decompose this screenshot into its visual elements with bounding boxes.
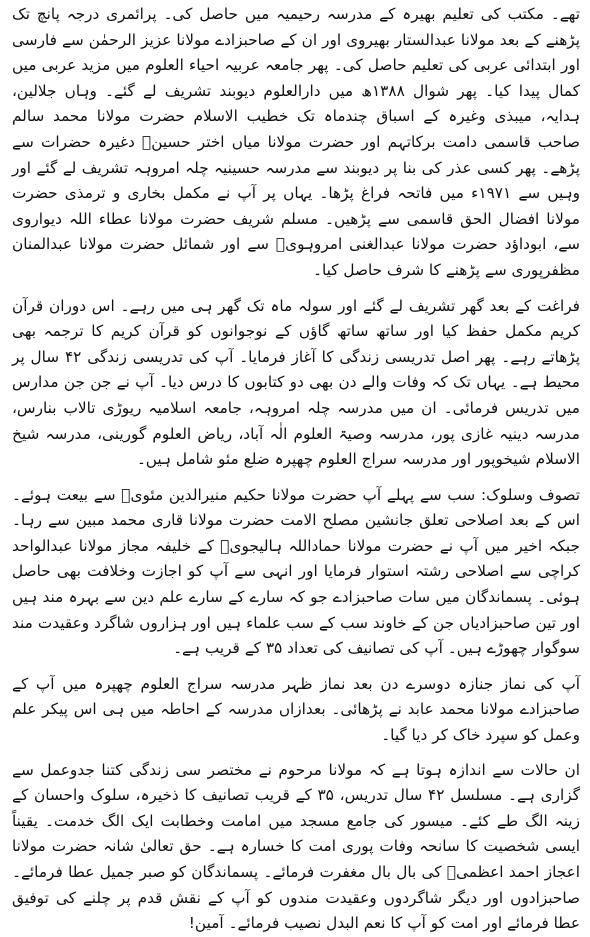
paragraph-funeral: آپ کی نماز جنازہ دوسرے دن بعد نماز ظہر مدرسہ سراج العلوم چھپرہ میں آپ کے صاحبزادے مولانا محمد عابد نے پڑھائی۔ بعدازاں مدرسہ کے احاطہ میں ہی اس پیکر علم وعمل کو سپرد خاک کر دیا گیا۔: [12, 674, 580, 745]
paragraph-conclusion: ان حالات سے اندازہ ہوتا ہے کہ مولانا مرحوم نے مختصر سی زندگی کتنا جدوعمل سے گزاری ہے۔ مسلسل ۴۲ سال تدریس، ۳۵ کے قریب تصانیف کا ذخیرہ، سلوک واحسان کے زینہ الگ طے کئے۔ میسور کی جامع مسجد میں امامت وخطابت ایک الگ خدمت۔ یقیناً ایسی شخصیت کا سانحہ وفات پوری امت کا خسارہ ہے۔ حق تعالیٰ شانہ حضرت مولانا اعجاز احمد اعظمیؒ کی بال بال مغفرت فرمائے۔ پسماندگان کو صبر جمیل عطا فرمائے۔ صاحبزادوں اور دیگر شاگردوں وعقیدت مندوں کو آپ کے نقش قدم پر چلنے کی توفیق عطا فرمائے اور امت کو آپ کا نعم البدل نصیب فرمائے۔ آمین!: [12, 760, 580, 933]
paragraph-education: تھے۔ مکتب کی تعلیم بھیرہ کے مدرسہ رحیمیہ میں حاصل کی۔ پرائمری درجہ پانچ تک پڑھنے کے بعد مولانا عبدالستار بھیروی اور ان کے صاحبزادے مولانا عزیز الرحمٰن سے فارسی اور ابتدائی عربی کی تعلیم حاصل کی۔ پھر جامعہ عربیہ احیاء العلوم میں مزید عربی میں کمال پیدا کیا۔ پھر شوال ۱۳۸۸ھ میں دارالعلوم دیوبند تشریف لے گئے۔ وہاں جلالین، ہدایہ، میبذی وغیرہ کے اسباق چندماہ تک خطیب الاسلام حضرت مولانا محمد سالم صاحب قاسمی دامت برکاتہم اور حضرت مولانا میاں اختر حسینؒ دغیرہ حضرات سے پڑھے۔ پھر کسی عذر کی بنا پر دیوبند سے مدرسہ حسینیہ چلہ امروہہ تشریف لے گئے اور وہیں سے ۱۹۷۱ء میں فاتحہ فراغ پڑھا۔ یہاں پر آپ نے مکمل بخاری و ترمذی حضرت مولانا افضال الحق قاسمی سے پڑھیں۔ مسلم شریف حضرت مولانا عطاء اللہ دیواروی سے، ابوداؤد حضرت مولانا عبدالغنی امروہویؒ سے اور شمائل حضرت مولانا عبدالمنان مظفرپوری سے پڑھنے کا شرف حاصل کیا۔: [12, 5, 581, 279]
paragraph-tasawwuf: تصوف وسلوک: سب سے پہلے آپ حضرت مولانا حکیم منیرالدین مئویؒ سے بیعت ہوئے۔ اس کے بعد اصلاحی تعلق جانشین مصلح الامت حضرت مولانا قاری محمد مبین سے رہا۔ جبکہ اخیر میں آپ نے حضرت مولانا حماداللہ ہالیجویؒ کے خلیفہ مجاز مولانا عبدالواحد کراچی سے اصلاحی رشتہ استوار فرمایا اور انہی سے آپ کو اجازت وخلافت بھی حاصل ہوئی۔ پسماندگان میں سات صاحبزادے جو کہ سارے کے سارے علم دین سے بہرہ مند ہیں اور تین صاحبزادیاں جن کے خاوند سب کے سب علماء ہیں اور ہزاروں شاگرد وعقیدت مند سوگوار چھوڑے ہیں۔ آپ کی تصانیف کی تعداد ۳۵ کے قریب ہے۔: [12, 485, 580, 658]
paragraph-teaching-career: فراغت کے بعد گھر تشریف لے گئے اور سولہ ماہ تک گھر ہی میں رہے۔ اس دوران قرآن کریم مکمل حفظ کیا اور ساتھ ساتھ گاؤں کے نوجوانوں کو قرآن کریم کا ترجمہ بھی پڑھاتے رہے۔ پھر اصل تدریسی زندگی کا آغاز فرمایا۔ آپ کی تدریسی زندگی ۴۲ سال پر محیط ہے۔ یہاں تک کہ وفات والے دن بھی دو کتابوں کا درس دیا۔ آپ نے جن جن مدارس میں تدریس فرمائی۔ ان میں مدرسہ چلہ امروہہ، جامعہ اسلامیہ ریوڑی تالاب بنارس، مدرسہ دینیہ غازی پور، مدرسہ وصیۃ العلوم الٰہ آباد، ریاض العلوم گورینی، مدرسہ شیخ الاسلام شیخوپور اور مدرسہ سراج العلوم چھپرہ ضلع مئو شامل ہیں۔: [12, 296, 581, 469]
